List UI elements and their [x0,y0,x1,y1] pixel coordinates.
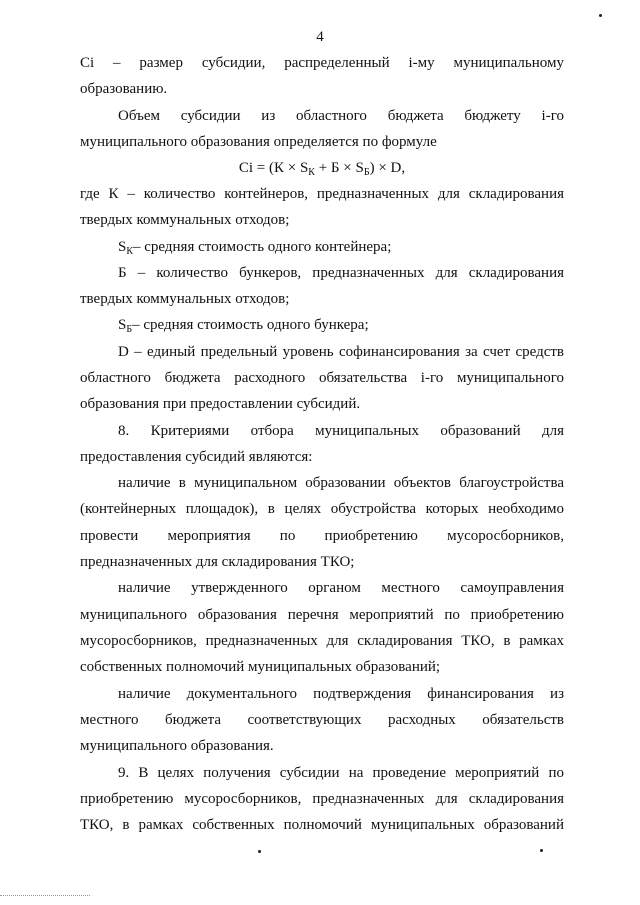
text-line: муниципального образования определяется по формуле [80,134,437,150]
text-line: образования при предоставлении субсидий. [80,396,361,412]
text-line: наличие документального подтверждения финансирования из [118,686,564,702]
scan-speck [540,849,543,852]
formula-part: ) × D, [369,160,406,176]
symbol: S [118,317,127,333]
formula-subscript: К [308,167,315,178]
page-number: 4 [316,29,324,45]
scan-speck [258,850,261,853]
text-line: ТКО, в рамках собственных полномочий муниципальных образований [80,817,564,833]
symbol-definition [118,315,564,340]
text-line: (контейнерных площадок), в целях обустройства которых необходимо [80,501,564,517]
text-line: твердых коммунальных отходов; [80,212,290,228]
text-line: областного бюджета расходного обязательства i-го муниципального [80,370,564,386]
text-line: где К – количество контейнеров, предназначенных для складирования [80,186,564,202]
text-line: приобретению мусоросборников, предназначенных для складирования [80,791,564,807]
text-line: Ci – размер субсидии, распределенный i-му муниципальному [80,55,564,71]
text-line: предназначенных для складирования ТКО; [80,554,355,570]
definition-text: – средняя стоимость одного бункера; [132,317,369,333]
text-line: муниципального образования. [80,738,274,754]
text-line: наличие в муниципальном образовании объектов благоустройства [118,475,564,491]
scan-edge-mark [0,895,90,898]
scan-speck [599,14,602,17]
symbol-definition [118,237,564,262]
text-line: образованию. [80,81,168,97]
formula [80,158,564,183]
formula-part: Ci = (К × S [238,160,309,176]
symbol-subscript: Б [126,324,133,335]
text-line: наличие утвержденного органом местного самоуправления [118,580,564,596]
text-line: 8. Критериями отбора муниципальных образований для [118,423,564,439]
symbol-subscript: К [126,246,134,257]
symbol: S [118,239,127,255]
formula-subscript: Б [363,167,370,178]
text-line: предоставления субсидий являются: [80,449,313,465]
definition-text: – средняя стоимость одного контейнера; [133,239,392,255]
text-line: местного бюджета соответствующих расходных обязательств [80,712,564,728]
text-line: провести мероприятия по приобретению мусоросборников, [80,528,564,544]
text-line: D – единый предельный уровень софинансирования за счет средств [118,344,564,360]
text-line: твердых коммунальных отходов; [80,291,290,307]
text-line: Б – количество бункеров, предназначенных для складирования [118,265,564,281]
text-line: мусоросборников, предназначенных для складирования ТКО, в рамках [80,633,564,649]
formula-part: + Б × S [314,160,364,176]
text-line: Объем субсидии из областного бюджета бюджету i-го [118,108,564,124]
text-line: муниципального образования перечня мероприятий по приобретению [80,607,564,623]
text-line: 9. В целях получения субсидии на проведение мероприятий по [118,765,564,781]
text-line: собственных полномочий муниципальных образований; [80,659,441,675]
